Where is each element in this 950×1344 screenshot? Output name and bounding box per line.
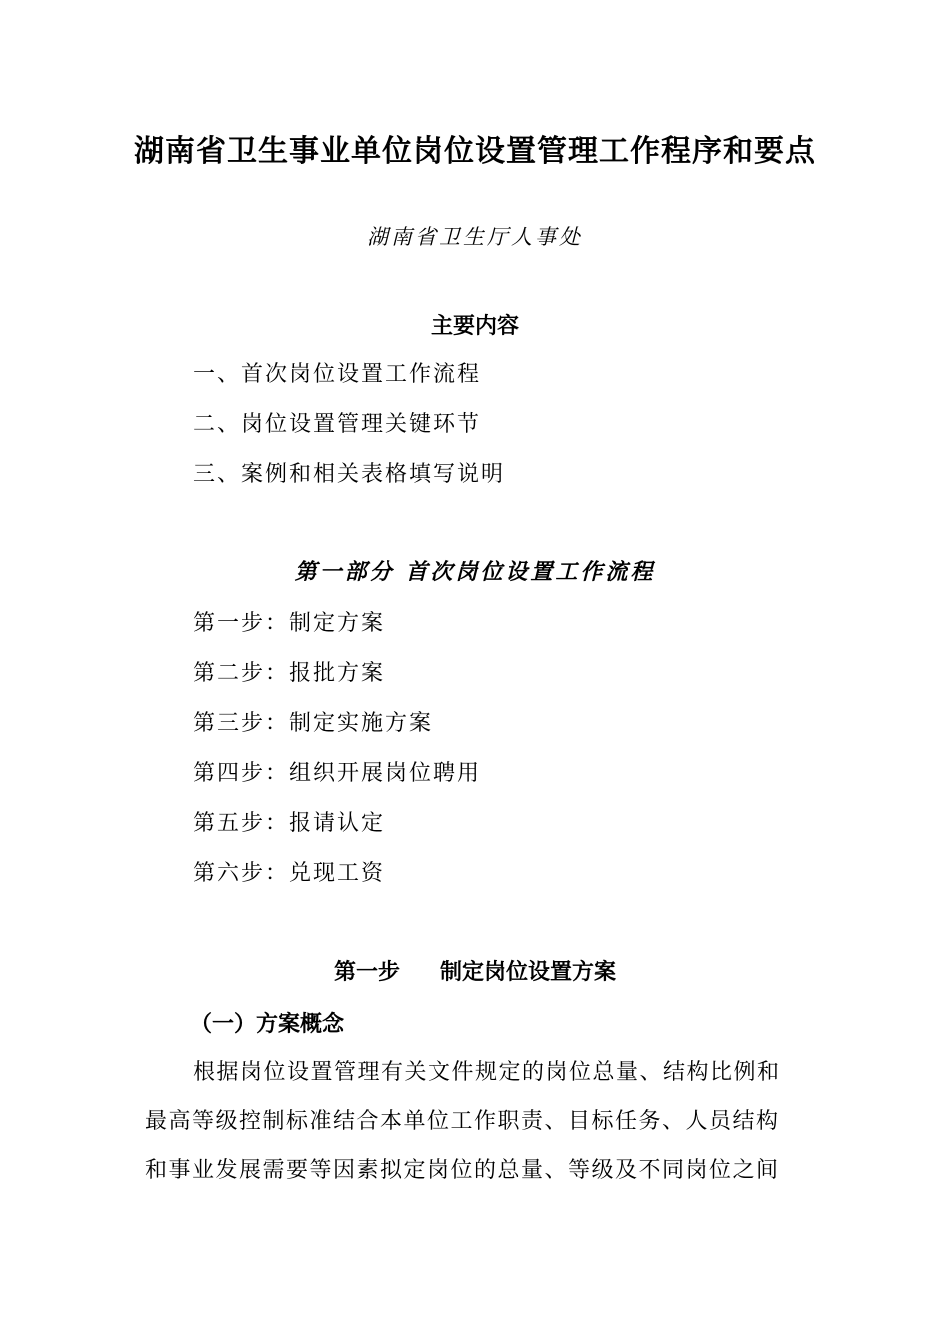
toc-item: 二、岗位设置管理关键环节: [193, 412, 482, 437]
paragraph-line: 最高等级控制标准结合本单位工作职责、目标任务、人员结构: [145, 1109, 780, 1134]
toc-item: 一、首次岗位设置工作流程: [193, 362, 482, 387]
step-list-item: 第四步：组织开展岗位聘用: [193, 761, 482, 786]
step-one-heading-number: 第一步: [333, 959, 400, 985]
paragraph-line: 根据岗位设置管理有关文件规定的岗位总量、结构比例和: [193, 1060, 781, 1085]
toc-item: 三、案例和相关表格填写说明: [193, 462, 506, 487]
document-author: 湖南省卫生厅人事处: [367, 225, 583, 249]
step-one-heading: [0, 956, 950, 988]
step-one-heading-title: 制定岗位设置方案: [440, 959, 617, 985]
toc-heading: 主要内容: [430, 313, 519, 339]
step-list-item: 第三步：制定实施方案: [193, 711, 434, 736]
step-list-item: 第六步：兑现工资: [193, 861, 386, 886]
step-list-item: 第一步：制定方案: [193, 611, 386, 636]
step-list-item: 第二步：报批方案: [193, 661, 386, 686]
part-one-heading: 第一部分 首次岗位设置工作流程: [294, 559, 656, 585]
document-title: 湖南省卫生事业单位岗位设置管理工作程序和要点: [134, 134, 816, 169]
paragraph-line: 和事业发展需要等因素拟定岗位的总量、等级及不同岗位之间: [145, 1158, 780, 1183]
concept-subheading: （一）方案概念: [190, 1011, 345, 1037]
step-list-item: 第五步：报请认定: [193, 811, 386, 836]
